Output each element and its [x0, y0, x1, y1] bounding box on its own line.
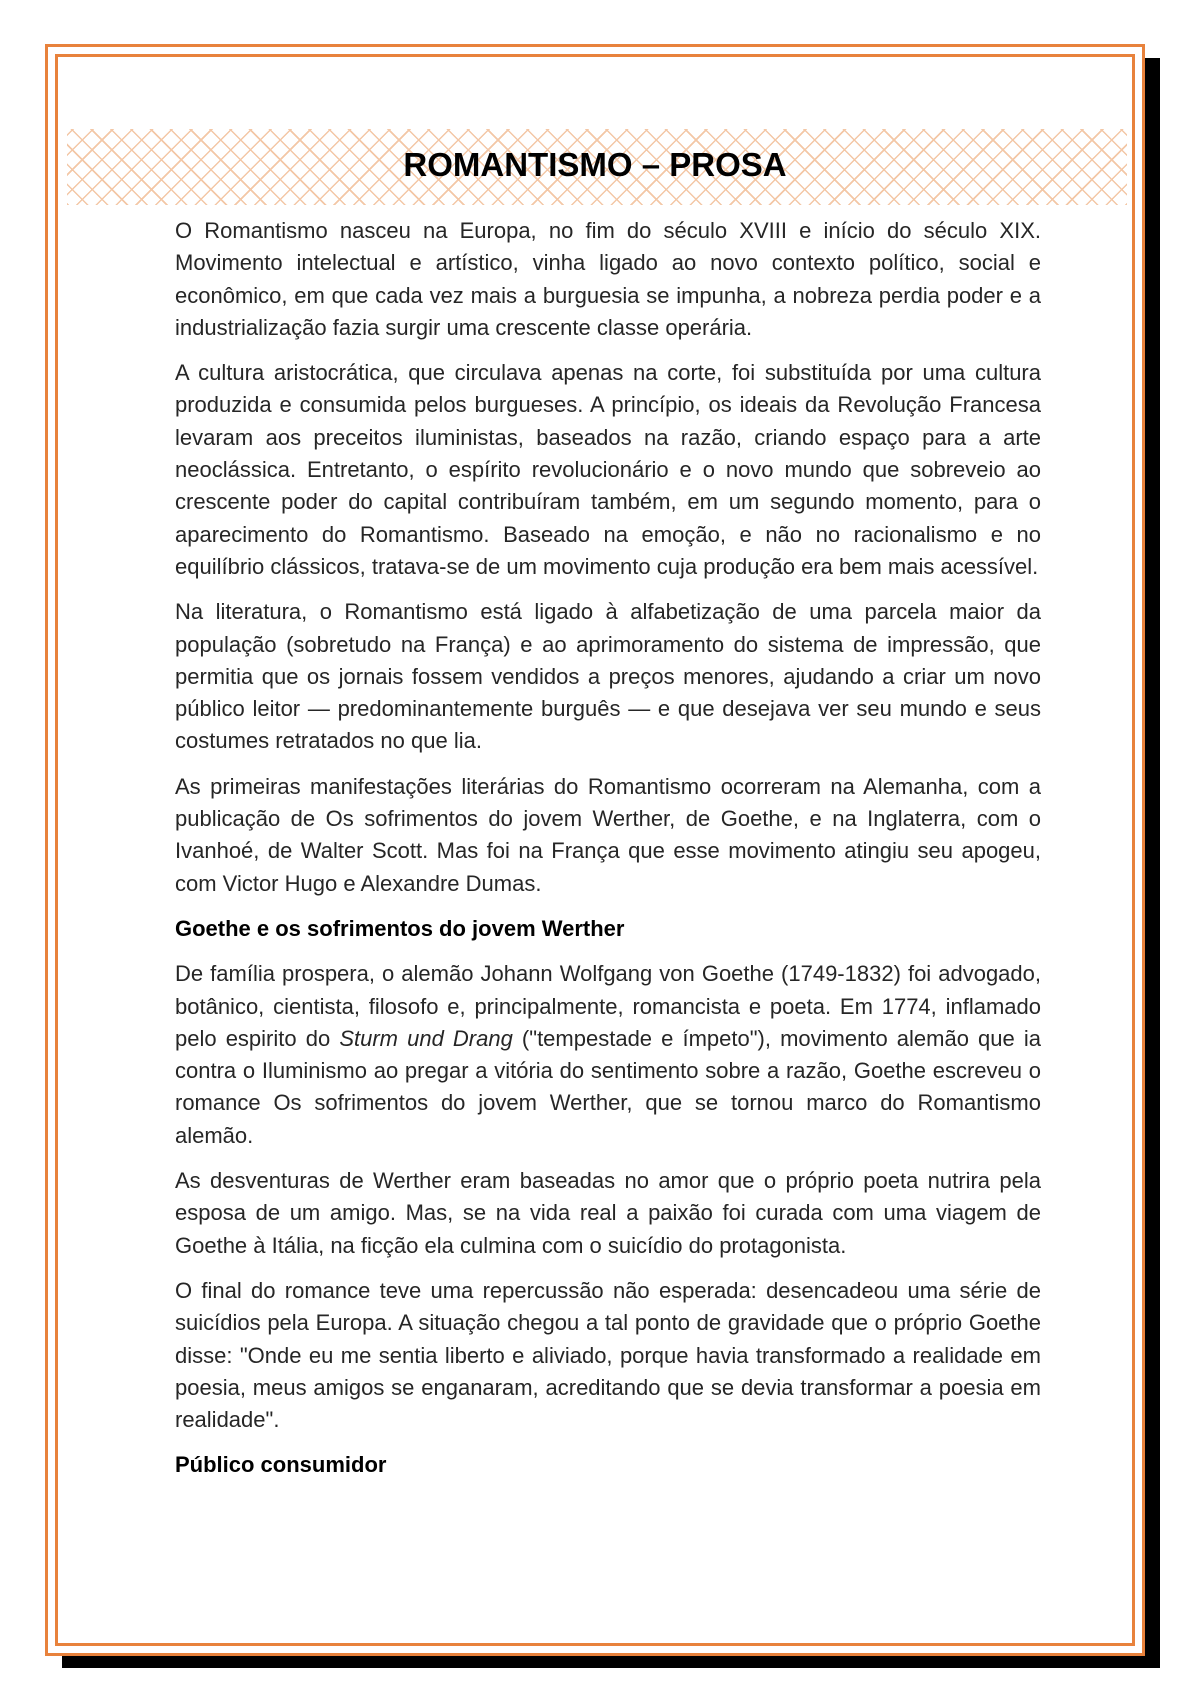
paragraph-goethe	[175, 958, 1041, 1152]
document-body	[175, 215, 1041, 1495]
page-frame	[45, 44, 1145, 1656]
paragraph-werther: As desventuras de Werther eram baseadas no amor que o próprio poeta nutrira pela esposa de um amigo. Mas, se na vida real a paixão foi curada com uma viagem de Goethe à Itália, na ficção ela culmina com o suicídio do protagonista.	[175, 1168, 1041, 1258]
goethe-text-start: De família prospera, o alemão Johann Wolfgang von Goethe (1749-1832) foi advogado, botânico, cientista, filosofo e, principalmente, romancista e poeta. Em 1774, inflamado pelo espirito do	[175, 961, 1041, 1051]
paragraph-literature: Na literatura, o Romantismo está ligado à alfabetização de uma parcela maior da população (sobretudo na França) e ao aprimoramento do sistema de impressão, que permitia que os jornais fossem vendidos a preços menores, ajudando a criar um novo público leitor — predominantemente burguês — e que desejava ver seu mundo e seus costumes retratados no que lia.	[175, 599, 1041, 754]
paragraph-first-manifestations: As primeiras manifestações literárias do Romantismo ocorreram na Alemanha, com a publicação de Os sofrimentos do jovem Werther, de Goethe, e na Inglaterra, com o Ivanhoé, de Walter Scott. Mas foi na França que esse movimento atingiu seu apogeu, com Victor Hugo e Alexandre Dumas.	[175, 773, 1041, 896]
sturm-und-drang-term: Sturm und Drang	[339, 1025, 513, 1051]
paragraph-culture: A cultura aristocrática, que circulava apenas na corte, foi substituída por uma cultura produzida e consumida pelos burgueses. A princípio, os ideais da Revolução Francesa levaram aos preceitos iluministas, baseados na razão, criando espaço para a arte neoclássica. Entretanto, o espírito revolucionário e o novo mundo que sobreveio ao crescente poder do capital contribuíram também, em um segundo momento, para o aparecimento do Romantismo. Baseado na emoção, e não no racionalismo e no equilíbrio clássicos, tratava-se de um movimento cuja produção era bem mais acessível.	[175, 360, 1041, 579]
section-heading-goethe: Goethe e os sofrimentos do jovem Werther	[175, 915, 625, 941]
goethe-text-end: ("tempestade e ímpeto"), movimento alemão que ia contra o Iluminismo ao pregar a vitória do sentimento sobre a razão, Goethe escreveu o romance Os sofrimentos do jovem Werther, que se tornou marco do Romantismo alemão.	[175, 1025, 1041, 1148]
section-heading-publico: Público consumidor	[175, 1452, 387, 1478]
paragraph-repercussion: O final do romance teve uma repercussão não esperada: desencadeou uma série de suicídios pela Europa. A situação chegou a tal ponto de gravidade que o próprio Goethe disse: "Onde eu me sentia liberto e aliviado, porque havia transformado a realidade em poesia, meus amigos se enganaram, acreditando que se devia transformar a poesia em realidade".	[175, 1277, 1041, 1433]
page-title: ROMANTISMO – PROSA	[403, 146, 787, 183]
paragraph-intro: O Romantismo nasceu na Europa, no fim do século XVIII e início do século XIX. Movimento intelectual e artístico, vinha ligado ao novo contexto político, social e econômico, em que cada vez mais a burguesia se impunha, a nobreza perdia poder e a industrialização fazia surgir uma crescente classe operária.	[175, 218, 1041, 340]
